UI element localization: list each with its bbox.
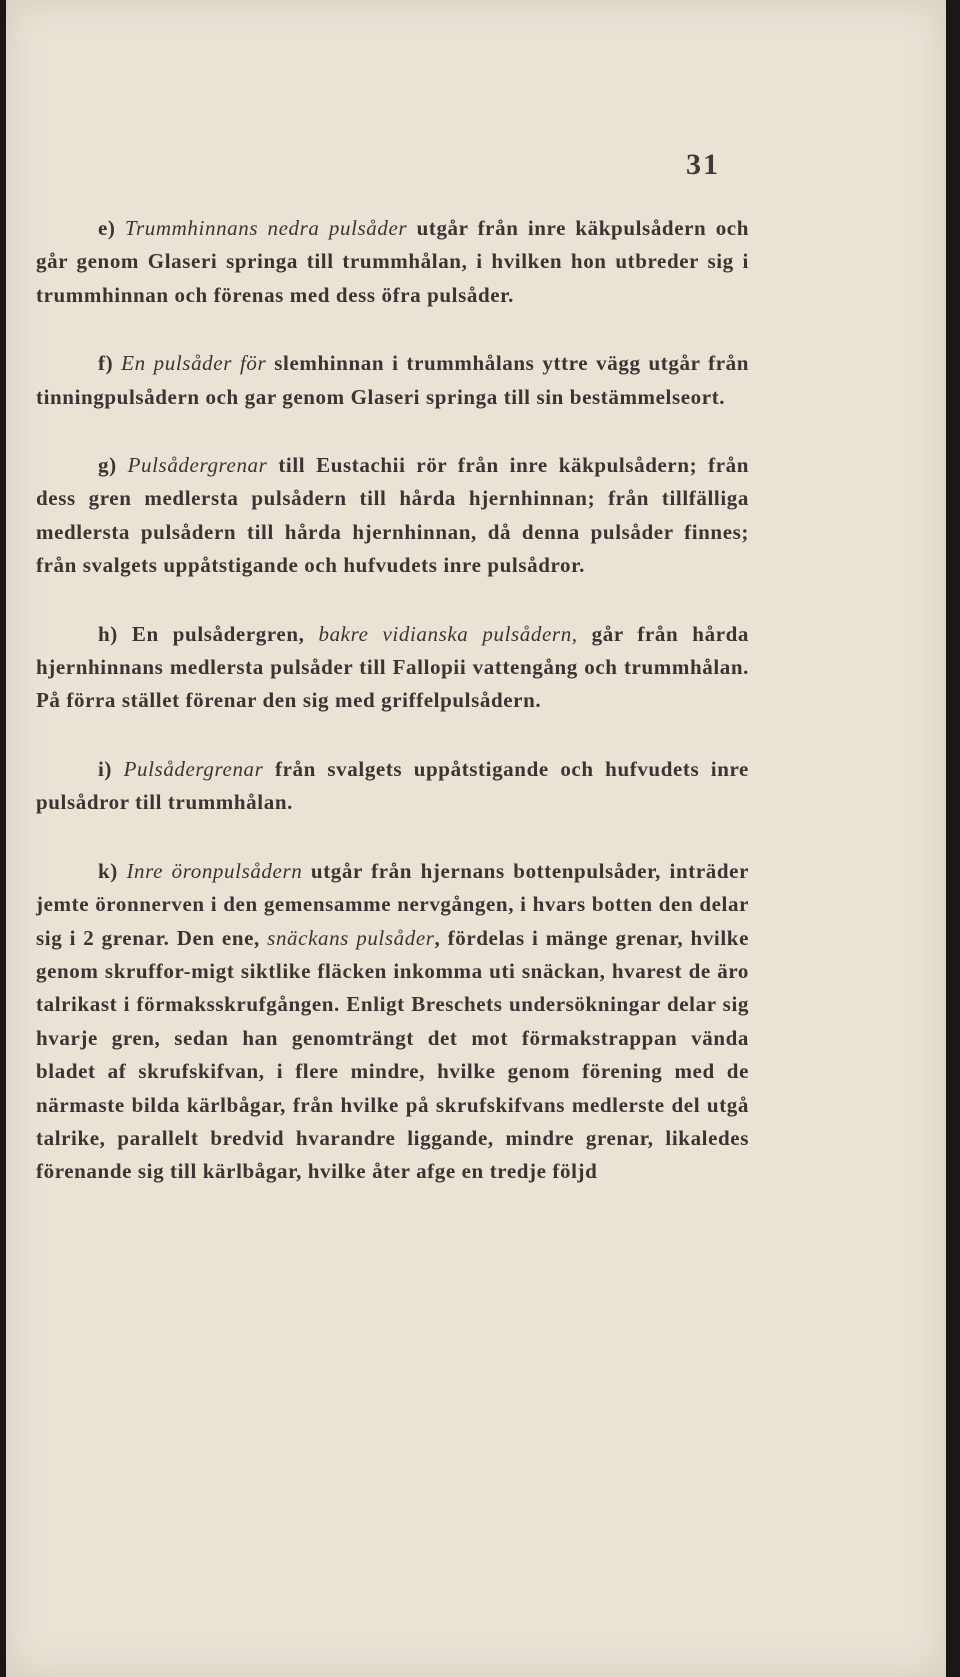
paragraph-g: [36, 449, 749, 583]
page-number: 31: [686, 148, 720, 181]
paragraph-e: [36, 212, 749, 312]
paragraph-lead: f): [98, 351, 122, 376]
paragraph-f: [36, 347, 749, 414]
paragraph-subheading: snäckans pulsåder: [267, 925, 435, 950]
paragraph-heading: Trummhinnans nedra pulsåder: [124, 216, 408, 240]
paragraph-heading: En pulsåder för: [121, 351, 267, 376]
paragraph-text-continued: , fördelas i mänge grenar, hvilke genom skruffor-migt siktlike fläcken inkomma uti snäckan, hvarest de äro talrikast i förmaksskrufgången. Enligt Breschets undersökningar delar sig hvarje gren, sedan han genomträngt det mot förmakstrappan vända bladet af skrufskifvan, i flere mindre, hvilke genom förening med de närmaste bilda kärlbågar, från hvilke på skrufskifvans medlerste del utgå talrike, parallelt bredvid hvarandre liggande, mindre grenar, likaledes förenande sig till kärlbågar, hvilke åter afge en tredje följd: [36, 925, 749, 1184]
paragraph-text: från svalgets uppåtstigande och hufvudets inre pulsådror till trummhålan.: [36, 756, 749, 815]
book-page: [6, 0, 946, 1677]
paragraph-lead: h) En pulsådergren,: [98, 621, 319, 646]
paragraph-text: utgår från hjernans bottenpulsåder, inträder jemte öronnerven i den gemensamme nervgången, i hvars botten den delar sig i 2 grenar. Den ene,: [36, 858, 749, 950]
scan-edge: [946, 0, 960, 1677]
paragraph-heading: Pulsådergrenar: [127, 453, 268, 478]
paragraph-k: [36, 855, 749, 1189]
paragraph-text: utgår från inre käkpulsådern och går genom Glaseri springa till trummhålan, i hvilken hon utbreder sig i trummhinnan och förenas med dess öfra pulsåder.: [36, 216, 750, 307]
paragraph-lead: e): [98, 216, 125, 240]
paragraph-text: går från hårda hjernhinnans medlersta pulsåder till Fallopii vattengång och trummhålan. På förra stället förenar den sig med griffelpulsådern.: [36, 621, 749, 713]
paragraph-text: slemhinnan i trummhålans yttre vägg utgår från tinningpulsådern och gar genom Glaseri springa till sin bestämmelseort.: [36, 351, 749, 409]
paragraph-lead: k): [98, 858, 127, 883]
paragraph-heading: Pulsådergrenar: [123, 756, 264, 781]
paragraph-lead: i): [98, 756, 124, 781]
body-text: [36, 212, 749, 1189]
paragraph-lead: g): [98, 453, 128, 478]
paragraph-h: [36, 618, 749, 718]
paragraph-text: till Eustachii rör från inre käkpulsådern; från dess gren medlersta pulsådern till hårda hjernhinnan; från tillfälliga medlersta pulsådern till hårda hjernhinnan, då denna pulsåder finnes; från svalgets uppåtstigande och hufvudets inre pulsådror.: [36, 453, 750, 578]
paragraph-heading: Inre öronpulsådern: [126, 858, 303, 883]
paragraph-heading: bakre vidianska pulsådern,: [318, 621, 578, 646]
paragraph-i: [36, 753, 749, 820]
